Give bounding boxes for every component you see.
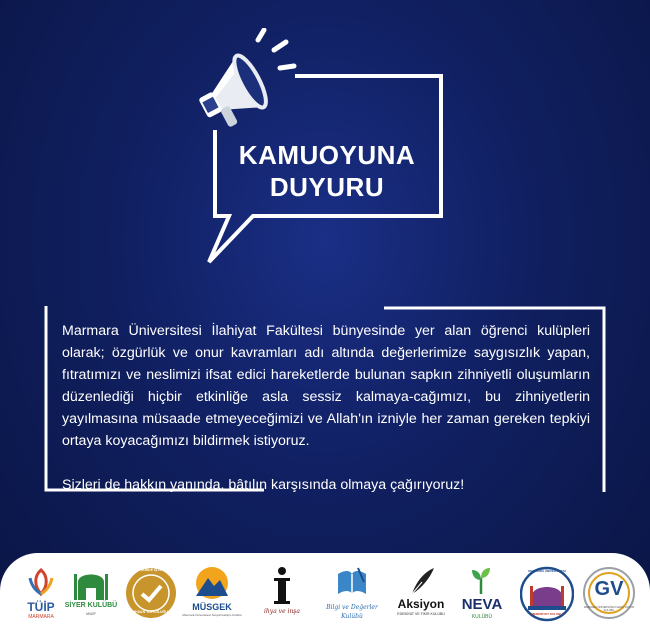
ihsan-name: DİLDE FİKİRDE İŞTE BİRLİK (127, 568, 175, 572)
gv-name: GV (594, 578, 624, 600)
neva-sprout-icon (470, 566, 492, 594)
siyer-name: SİYER KULÜBÜ (64, 602, 118, 609)
bilgi-sub: Kulübü (341, 613, 363, 620)
ihsan-sub: İHSAN TOPLULUĞU (134, 610, 168, 614)
title-line-2: DUYURU (269, 172, 385, 202)
announcement-paragraph-2: Sizleri de hakkın yanında, bâtılın karşısında olmaya çağırıyoruz! (62, 477, 465, 493)
medeniyet-sub: MEDENİYET KULÜBÜ (531, 612, 563, 616)
neva-name: NEVA (461, 596, 503, 613)
musgek-sub: Marmara Üniversitesi Sosyal Gelişim Kulübü (182, 613, 242, 617)
siyer-sub: MÜİF (86, 611, 96, 616)
ihya-name: ihya ve inşa (264, 608, 300, 615)
siyer-mosque-icon (72, 566, 110, 600)
aksiyon-sub: EDEBİYAT VE FİKİR KULÜBÜ (397, 612, 445, 616)
aksiyon-quill-icon (406, 566, 436, 596)
medeniyet-name: MARMARA ÜNİVERSİTESİ (528, 569, 566, 573)
aksiyon-name: Aksiyon (397, 597, 445, 611)
announcement-paragraph-1: Marmara Üniversitesi İlahiyat Fakültesi bünyesinde yer alan öğrenci kulüpleri olarak; özgürlük ve onur kavramları adı altında değerlerimize saygısızlık yapan, fıtratımızı ve neslimizi ifsat edici hareketlerde bulunan sapkın zihniyetli oluşumların düzenlediği hiçbir etkinliğe asla sessiz kalmaya-cağımızı, bu zihniyetlerin yayılmasına müsaade etmeyeceğimizi ve Allah'ın izniyle her zaman gereken tepkiyi ortaya koyacağımızı bildirmek istiyoruz. (62, 323, 590, 449)
ihya-i-icon (270, 566, 294, 606)
musgek-mountain-icon (194, 566, 230, 600)
announcement-text (62, 320, 590, 496)
tuip-name: TÜİP (27, 600, 55, 614)
bilgi-book-icon (334, 566, 370, 600)
gv-sub: MARMARA ÜNİVERSİTESİ GENÇ VİZYON KULÜBÜ (583, 606, 635, 612)
title-line-1: KAMUOYUNA (238, 140, 416, 170)
musgek-name: MÜSGEK (192, 602, 232, 612)
neva-sub: KULÜBÜ (471, 614, 493, 620)
bilgi-name: Bilgi ve Değerler (326, 604, 378, 611)
tuip-sub: MARMARA (28, 614, 54, 620)
tuip-emblem-icon (26, 568, 56, 596)
